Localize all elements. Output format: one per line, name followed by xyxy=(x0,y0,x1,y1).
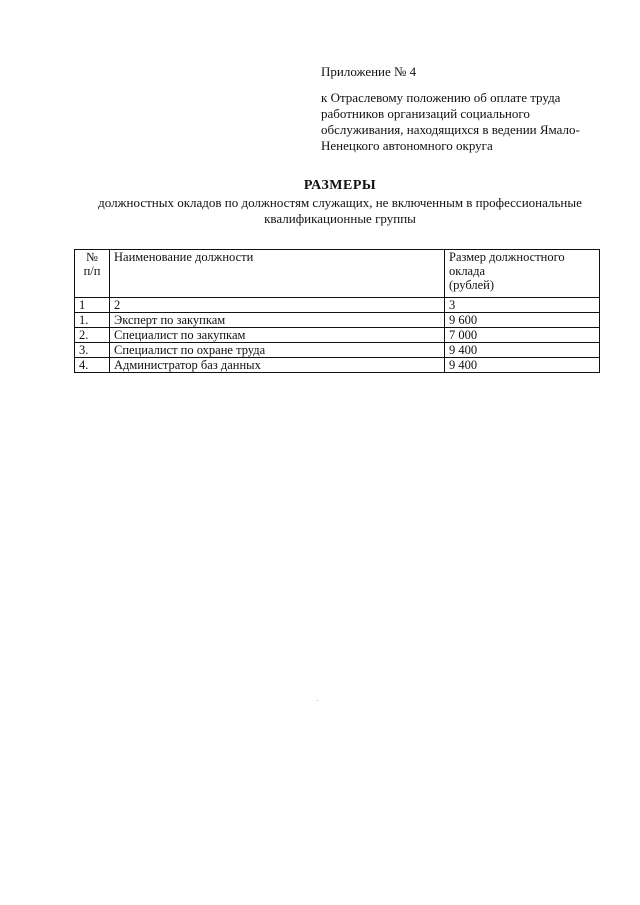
document-title: РАЗМЕРЫ xyxy=(303,178,377,193)
row-salary-cell: 7 000 xyxy=(445,328,600,343)
row-position-cell: Эксперт по закупкам xyxy=(110,313,445,328)
appendix-line: работников организаций социального xyxy=(321,106,530,121)
table-header-row xyxy=(75,250,600,298)
document-subtitle-line: должностных окладов по должностям служащих, не включенным в профессиональные xyxy=(98,195,582,210)
row-salary-cell: 9 400 xyxy=(445,358,600,373)
row-number-cell: 1. xyxy=(75,313,110,328)
header-salary-line: оклада xyxy=(449,264,486,278)
row-number-cell: 2. xyxy=(75,328,110,343)
table-index-row xyxy=(75,298,600,313)
row-number-cell: 3. xyxy=(75,343,110,358)
document-subtitle-line: квалификационные группы xyxy=(264,211,416,226)
header-number-line: № xyxy=(86,250,98,264)
row-position-cell: Специалист по охране труда xyxy=(110,343,445,358)
appendix-number: Приложение № 4 xyxy=(321,64,417,79)
row-salary-cell: 9 400 xyxy=(445,343,600,358)
appendix-block xyxy=(321,64,621,154)
table-row xyxy=(75,313,600,328)
table-cell: 2 xyxy=(110,298,445,313)
header-salary-cell xyxy=(445,250,600,298)
appendix-line: обслуживания, находящихся в ведении Ямало- xyxy=(321,122,580,137)
table-cell: 3 xyxy=(445,298,600,313)
header-number-line: п/п xyxy=(83,264,101,278)
row-position-cell: Специалист по закупкам xyxy=(110,328,445,343)
scan-speck xyxy=(317,700,318,701)
header-number-cell xyxy=(75,250,110,298)
table-cell: 1 xyxy=(75,298,110,313)
row-number-cell: 4. xyxy=(75,358,110,373)
appendix-line: Ненецкого автономного округа xyxy=(321,138,493,153)
appendix-line: к Отраслевому положению об оплате труда xyxy=(321,90,561,105)
row-salary-cell: 9 600 xyxy=(445,313,600,328)
row-position-cell: Администратор баз данных xyxy=(110,358,445,373)
header-salary-line: Размер должностного xyxy=(449,250,565,264)
table-row xyxy=(75,343,600,358)
header-salary-line: (рублей) xyxy=(449,278,495,292)
document-heading xyxy=(60,178,620,227)
header-position-cell: Наименование должности xyxy=(110,250,445,298)
table-row xyxy=(75,328,600,343)
table-row xyxy=(75,358,600,373)
salary-table xyxy=(74,249,600,373)
